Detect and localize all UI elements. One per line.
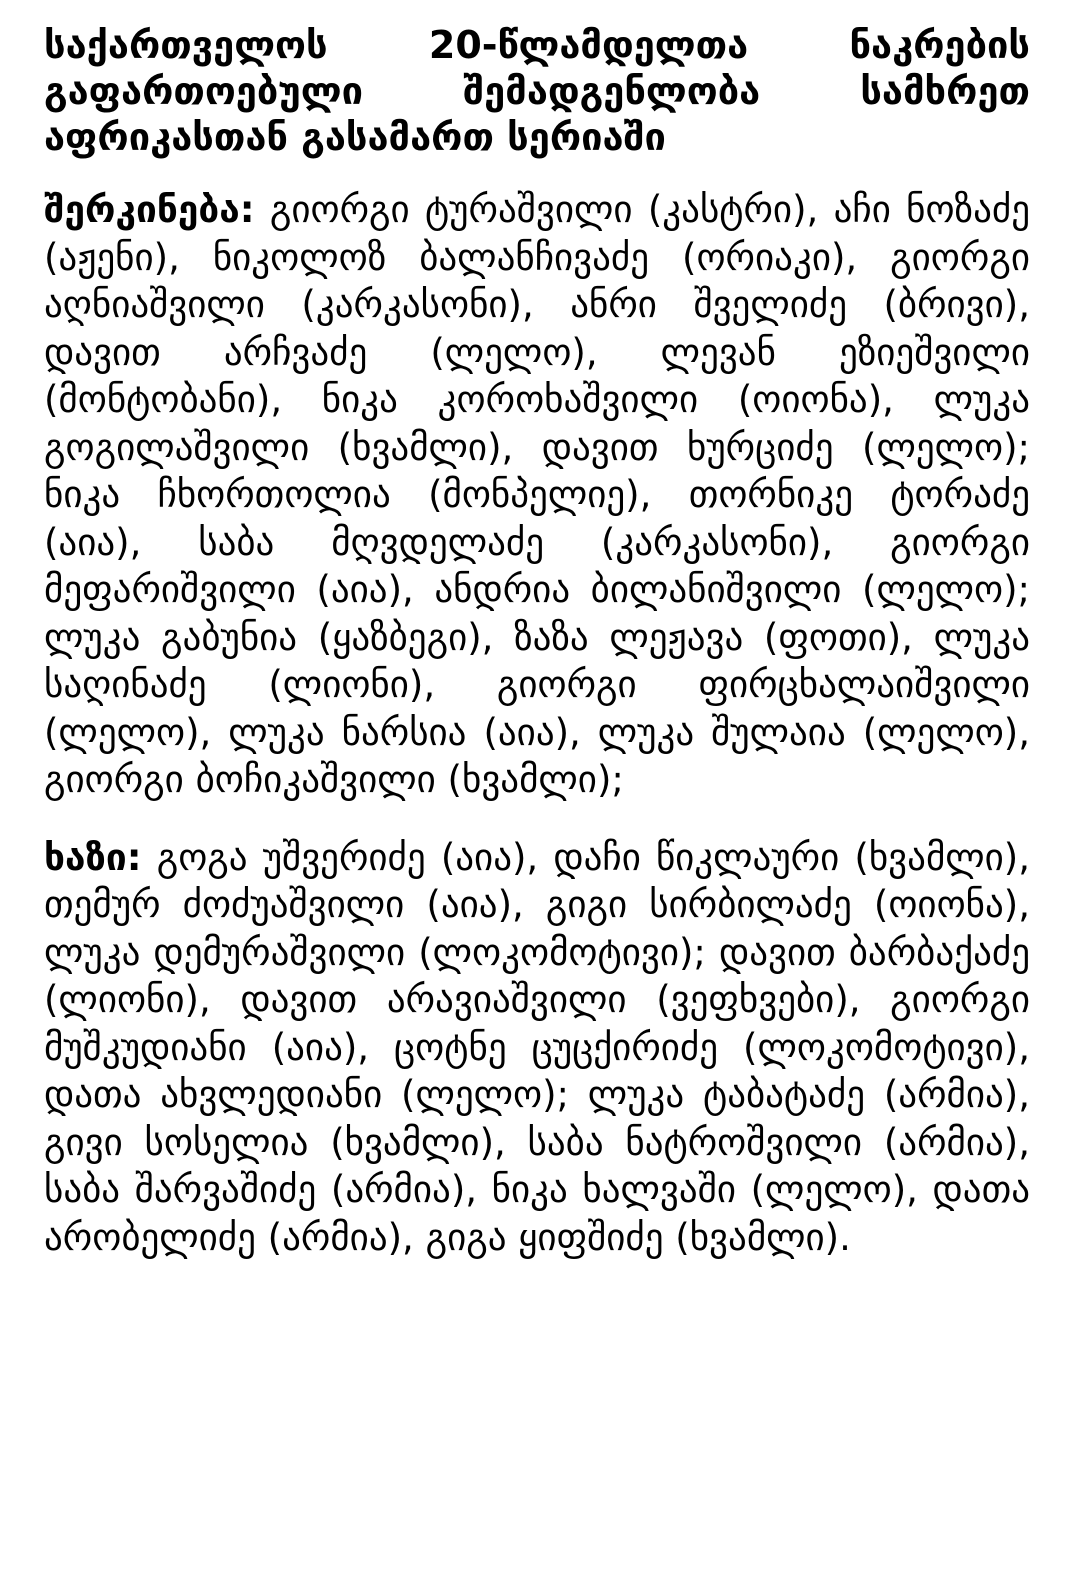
forwards-label: შერკინება: (44, 188, 255, 231)
forwards-section (44, 186, 1030, 804)
backs-label: ხაზი: (44, 835, 142, 879)
forwards-players: გიორგი ტურაშვილი (კასტრი), აჩი ნოზაძე (აჟენი), ნიკოლოზ ბალანჩივაძე (ორიაკი), გიორგი აღნიაშვილი (კარკასონი), ანრი შველიძე (ბრივი), დავით არჩვაძე (ლელო), ლევან ეზიეშვილი (მონტობანი), ნიკა კოროხაშვილი (ოიონა), ლუკა გოგილაშვილი (ხვამლი), დავით ხურციძე (ლელო); ნიკა ჩხორთოლია (მონპელიე), თორნიკე ტორაძე (აია), საბა მღვდელაძე (კარკასონი), გიორგი მეფარიშვილი (აია), ანდრია ბილანიშვილი (ლელო); ლუკა გაბუნია (ყაზბეგი), ზაზა ლეჟავა (ფოთი), ლუკა საღინაძე (ლიონი), გიორგი ფირცხალაიშვილი (ლელო), ლუკა ნარსია (აია), ლუკა შულაია (ლელო), გიორგი ბოჩიკაშვილი (ხვამლი); (44, 188, 1030, 801)
article-title: საქართველოს 20-წლამდელთა ნაკრების გაფართოებული შემადგენლობა სამხრეთ აფრიკასთან გასამართ სერიაში (44, 23, 1030, 159)
backs-players: გოგა უშვერიძე (აია), დაჩი წიკლაური (ხვამლი), თემურ ძოძუაშვილი (აია), გიგი სირბილაძე (ოიონა), ლუკა დემურაშვილი (ლოკომოტივი); დავით ბარბაქაძე (ლიონი), დავით არავიაშვილი (ვეფხვები), გიორგი მუშკუდიანი (აია), ცოტნე ცუცქირიძე (ლოკომოტივი), დათა ახვლედიანი (ლელო); ლუკა ტაბატაძე (არმია), გივი სოსელია (ხვამლი), საბა ნატროშვილი (არმია), საბა შარვაშიძე (არმია), ნიკა ხალვაში (ლელო), დათა არობელიძე (არმია), გიგა ყიფშიძე (ხვამლი). (44, 835, 1031, 1259)
backs-section (44, 834, 1030, 1262)
